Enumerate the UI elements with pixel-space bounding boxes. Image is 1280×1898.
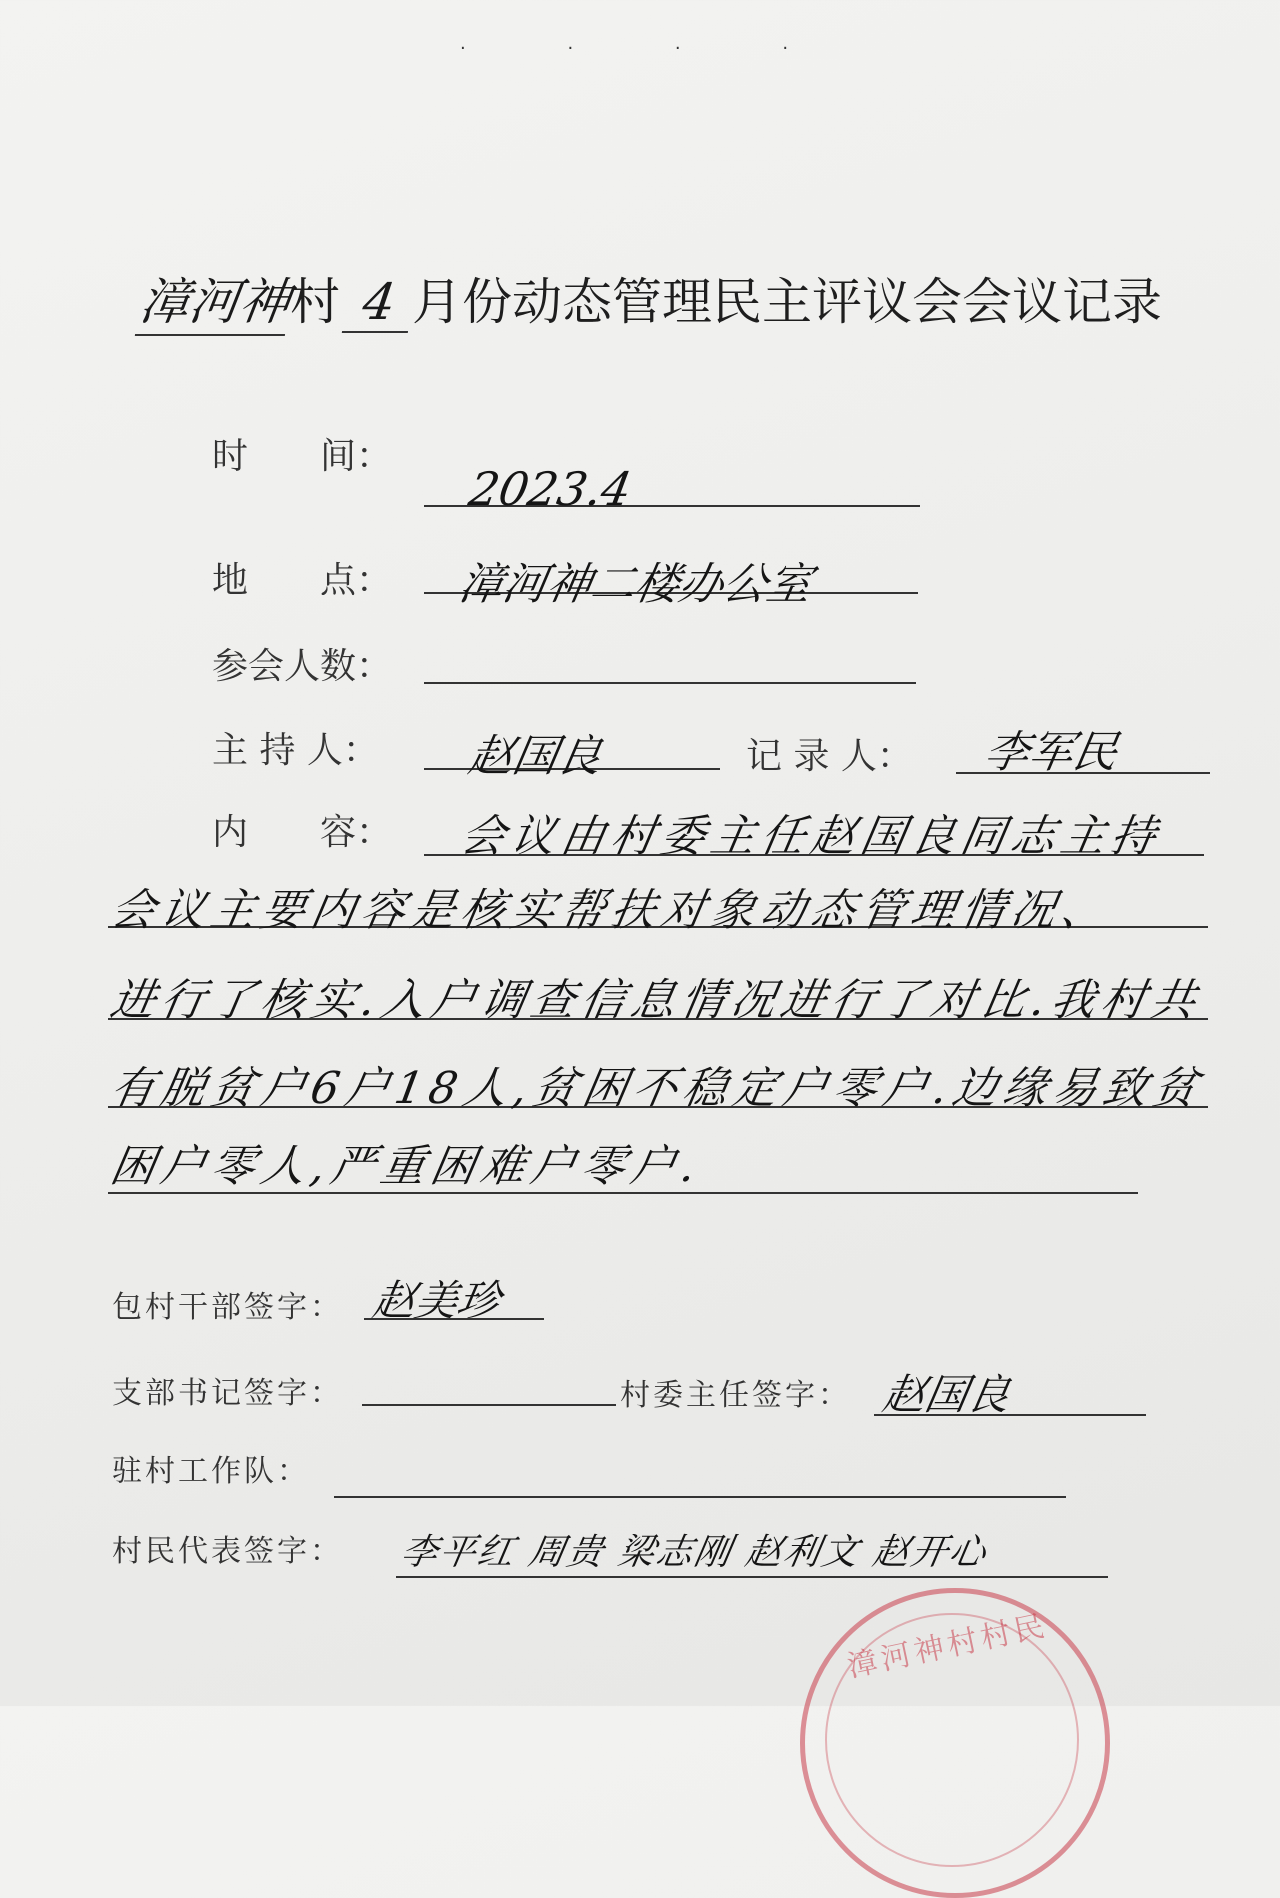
- attendees-label: 参会人数：: [212, 646, 393, 687]
- representatives-signature-label: 村民代表签字：: [112, 1534, 343, 1569]
- title-month-fill: 4: [342, 273, 416, 333]
- title-village-fill: 漳河神: [135, 262, 295, 336]
- representatives-signatures: 李平红 周贵 梁志刚 赵利文 赵开心: [397, 1532, 991, 1573]
- secretary-signature-line: [362, 1404, 616, 1406]
- place-value: 漳河神二楼办公室: [454, 559, 816, 610]
- content-text-2: 进行了核实.入户调查信息情况进行了对比.我村共: [106, 975, 1206, 1026]
- work-team-label: 驻村工作队：: [112, 1454, 310, 1489]
- official-seal-text: 漳河神村村民: [844, 1608, 1052, 1685]
- time-value: 2023.4: [465, 462, 636, 516]
- host-label: 主 持 人：: [212, 730, 379, 771]
- recorder-value: 李军民: [980, 727, 1122, 778]
- title-rest: 月份动态管理民主评议会会议记录: [412, 273, 1162, 331]
- title-village-suffix: 村: [290, 273, 340, 331]
- attendees-line: [424, 682, 916, 684]
- director-signature-label: 村委主任签字：: [620, 1378, 851, 1413]
- page-title: [135, 262, 1200, 336]
- secretary-signature-label: 支部书记签字：: [112, 1376, 343, 1411]
- content-text-3: 有脱贫户6户18人,贫困不稳定户零户.边缘易致贫: [106, 1063, 1208, 1114]
- content-text-0: 会议由村委主任赵国良同志主持: [456, 811, 1166, 862]
- host-value: 赵国良: [464, 731, 606, 782]
- director-signature: 赵国良: [879, 1370, 1014, 1419]
- representatives-signature-line: [396, 1576, 1108, 1578]
- cadre-signature-label: 包村干部签字：: [112, 1290, 343, 1325]
- recorder-label: 记 录 人：: [746, 736, 913, 777]
- place-label: 地 点：: [212, 560, 393, 601]
- header-marks: · · · ·: [460, 38, 837, 59]
- official-seal: [800, 1588, 1110, 1898]
- content-text-1: 会议主要内容是核实帮扶对象动态管理情况、: [106, 885, 1116, 936]
- content-text-4: 困户零人,严重困难户零户.: [106, 1141, 706, 1192]
- content-label: 内 容：: [212, 812, 393, 853]
- time-label: 时 间：: [212, 436, 393, 477]
- work-team-line: [334, 1496, 1066, 1498]
- cadre-signature: 赵美珍: [369, 1276, 504, 1325]
